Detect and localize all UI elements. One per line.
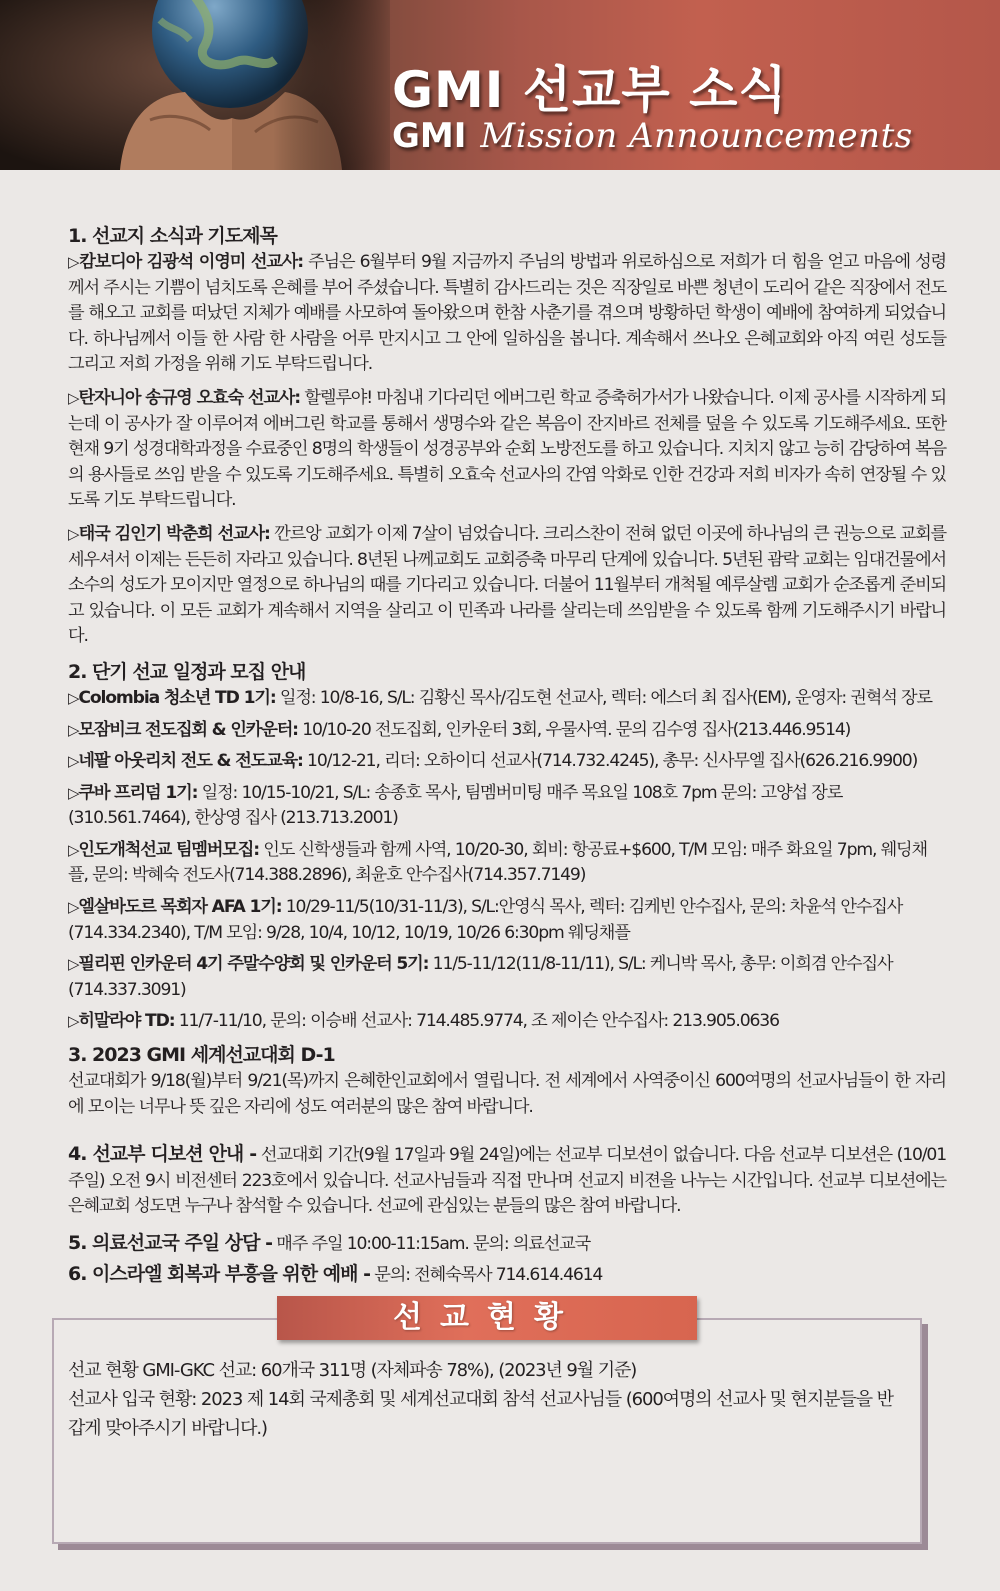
section-4 xyxy=(68,1142,946,1220)
section-4-text: 선교대회 기간(9월 17일과 9월 24일)에는 선교부 디보션이 없습니다. 다음 선교부 디보션은 (10/01 주일) 오전 9시 비전센터 223호에서 있습니다. 선교사님들과 직접 만나며 선교지 비젼을 나누는 시간입니다. 선교부 디보션에는 은혜교회 성도면 누구나 참석할 수 있습니다. 선교에 관심있는 분들의 많은 참여 바랍니다. xyxy=(68,1145,946,1217)
section-3-text: 선교대회가 9/18(월)부터 9/21(목)까지 은혜한인교회에서 열립니다. 전 세계에서 사역중이신 600여명의 선교사님들이 한 자리에 모이는 너무나 뜻 깊은 자리에 성도 여러분의 많은 참여 바랍니다. xyxy=(68,1071,946,1117)
arrow-icon: ▷ xyxy=(68,720,79,739)
section-3-title: 3. 2023 GMI 세계선교대회 D-1 xyxy=(68,1044,335,1067)
header-banner xyxy=(0,0,1000,170)
trip-item-text: 10/10-20 전도집회, 인카운터 3회, 우물사역. 문의 김수영 집사(213.446.9514) xyxy=(297,719,851,740)
trip-item-text: 10/12-21, 리더: 오하이디 선교사(714.732.4245), 총무: 신사무엘 집사(626.216.9900) xyxy=(302,751,918,772)
prayer-item-lead: 탄자니아 송규영 오효숙 선교사: xyxy=(78,387,300,408)
header-title-english xyxy=(392,116,913,156)
trip-item-lead: 모잠비크 전도집회 & 인카운터: xyxy=(78,719,298,740)
announcements-content xyxy=(68,222,946,1290)
prayer-item-lead: 캄보디아 김광석 이영미 선교사: xyxy=(79,252,303,272)
arrow-icon: ▷ xyxy=(68,840,79,859)
header-title-gmi: GMI xyxy=(392,116,467,156)
arrow-icon: ▷ xyxy=(68,783,79,802)
arrow-icon: ▷ xyxy=(68,524,79,543)
section-5-text: 매주 주일 10:00-11:15am. 문의: 의료선교국 xyxy=(271,1234,591,1254)
arrow-icon: ▷ xyxy=(68,898,79,917)
trip-item-lead: 쿠바 프리덤 1기: xyxy=(78,782,198,803)
arrow-icon: ▷ xyxy=(68,752,79,771)
section-4-title: 4. 선교부 디보션 안내 - xyxy=(68,1143,257,1166)
prayer-item-cambodia xyxy=(68,250,946,378)
arrow-icon: ▷ xyxy=(68,388,79,407)
trip-item-cuba xyxy=(68,781,946,832)
trip-item-lead: 히말라야 TD: xyxy=(78,1011,175,1032)
trip-item-text: 일정: 10/8-16, S/L: 김황신 목사/김도현 선교사, 렉터: 에스더 최 집사(EM), 운영자: 권혁석 장로 xyxy=(275,687,932,708)
section-6-text: 문의: 전혜숙목사 714.614.4614 xyxy=(369,1265,603,1285)
arrow-icon: ▷ xyxy=(68,253,80,271)
prayer-item-thailand xyxy=(68,522,946,650)
mission-status-text xyxy=(68,1356,908,1443)
prayer-item-text: 깐르앙 교회가 이제 7살이 넘었습니다. 크리스찬이 전혀 없던 이곳에 하나님의 큰 권능으로 교회를 세우셔서 이제는 든든히 자라고 있습니다. 8년된 나께교회도 교회증축 마무리 단계에 있습니다. 5년된 괌락 교회는 임대건물에서 소수의 성도가 모이지만 열정으로 하나님의 때를 기다리고 있습니다. 더불어 11월부터 개척될 예루살렘 교회가 순조롭게 준비되고 있습니다. 이 모든 교회가 계속해서 지역을 살리고 이 민족과 나라를 살리는데 쓰임받을 수 있도록 함께 기도해주시기 바랍니다. xyxy=(68,523,946,647)
section-1-title: 1. 선교지 소식과 기도제목 xyxy=(68,225,277,247)
trip-item-mozambique xyxy=(68,718,946,744)
prayer-item-lead: 태국 김인기 박춘희 선교사: xyxy=(78,523,270,544)
trip-item-text: 10/29-11/5(10/31-11/3), S/L:안영식 목사, 렉터: 김케빈 안수집사, 문의: 차윤석 안수집사(714.334.2340), T/M 모임: 9/28, 10/4, 10/12, 10/19, 10/26 6:30pm 웨딩채플 xyxy=(68,897,903,943)
trip-item-text: 일정: 10/15-10/21, S/L: 송종호 목사, 팀멤버미팅 매주 목요일 108호 7pm 문의: 고양섭 장로(310.561.7464), 한상영 집사 (213.713.2001) xyxy=(68,782,843,829)
trip-item-lead: 네팔 아웃리치 전도 & 전도교육: xyxy=(78,751,303,772)
trip-item-text: 인도 신학생들과 함께 사역, 10/20-30, 회비: 항공료+$600, T/M 모임: 매주 화요일 7pm, 웨딩채플, 문의: 박혜숙 전도사(714.388.2896), 최윤호 안수집사(714.357.7149) xyxy=(68,839,927,886)
prayer-item-tanzania xyxy=(68,386,946,514)
trip-item-nepal xyxy=(68,749,946,775)
section-5 xyxy=(68,1228,946,1259)
trip-item-philippines xyxy=(68,952,946,1003)
trip-item-el-salvador xyxy=(68,895,946,946)
arrow-icon: ▷ xyxy=(68,1012,79,1031)
section-5-title: 5. 의료선교국 주일 상담 - xyxy=(68,1232,272,1254)
trip-item-text: 11/5-11/12(11/8-11/11), S/L: 케니박 목사, 총무: 이희겸 안수집사(714.337.3091) xyxy=(68,954,893,1000)
header-title-korean: GMI 선교부 소식 xyxy=(392,61,788,119)
trip-item-colombia xyxy=(68,686,946,712)
section-6 xyxy=(68,1259,946,1290)
mission-status-label: 선교현황 xyxy=(277,1296,697,1340)
trip-item-text: 11/7-11/10, 문의: 이승배 선교사: 714.485.9774, 조 제이슨 안수집사: 213.905.0636 xyxy=(174,1011,779,1032)
trip-item-lead: 인도개척선교 팀멤버모집: xyxy=(78,839,259,860)
spacer xyxy=(68,1128,946,1142)
trip-item-lead: 필리핀 인카운터 4기 주말수양회 및 인카운터 5기: xyxy=(78,954,429,975)
arrow-icon: ▷ xyxy=(68,688,79,707)
hands-holding-globe-image xyxy=(0,0,390,170)
trip-item-india xyxy=(68,838,946,889)
section-2-title: 2. 단기 선교 일정과 모집 안내 xyxy=(68,660,306,683)
trip-item-himalaya xyxy=(68,1009,946,1035)
prayer-item-text: 주님은 6월부터 9월 지금까지 주님의 방법과 위로하심으로 저희가 더 힘을 얻고 마음에 성령께서 주시는 기쁨이 넘치도록 은혜를 부어 주셨습니다. 특별히 감사드리는 것은 직장일로 바쁜 청년이 도리어 같은 직장에서 전도를 해오고 교회를 떠났던 지체가 예배를 사모하여 돌아왔으며 한참 사춘기를 겪으며 방황하던 학생이 예배에 참여하게 되었습니다. 하나님께서 이들 한 사람 한 사람을 어루 만지시고 그 안에 일하심을 봅니다. 계속해서 쓰나오 은혜교회와 아직 여린 성도들 그리고 저희 가정을 위해 기도 부탁드립니다. xyxy=(68,252,946,375)
arrow-icon: ▷ xyxy=(68,955,79,974)
mission-status-line-2: 선교사 입국 현황: 2023 제 14회 국제총회 및 세계선교대회 참석 선교사님들 (600여명의 선교사 및 현지분들을 반갑게 맞아주시기 바랍니다.) xyxy=(68,1389,893,1439)
section-6-title: 6. 이스라엘 회복과 부흥을 위한 예배 - xyxy=(68,1263,370,1285)
mission-status-line-1: 선교 현황 GMI-GKC 선교: 60개국 311명 (자체파송 78%), (2023년 9월 기준) xyxy=(68,1360,637,1381)
prayer-item-text: 할렐루야! 마침내 기다리던 에버그린 학교 증축허가서가 나왔습니다. 이제 공사를 시작하게 되는데 이 공사가 잘 이루어져 에버그린 학교를 통해서 생명수와 같은 복음이 잔지바르 전체를 덮을 수 있도록 기도해주세요. 또한 현재 9기 성경대학과정을 수료중인 8명의 학생들이 성경공부와 순회 노방전도를 하고 있습니다. 지치지 않고 능히 감당하여 복음의 용사들로 쓰임 받을 수 있도록 기도해주세요. 특별히 오효숙 선교사의 간염 악화로 인한 건강과 저희 비자가 속히 연장될 수 있도록 기도 부탁드립니다. xyxy=(68,387,946,511)
trip-item-lead: 엘살바도르 목회자 AFA 1기: xyxy=(78,897,282,918)
trip-item-lead: Colombia 청소년 TD 1기: xyxy=(78,687,276,708)
header-title-script: Mission Announcements xyxy=(480,116,913,156)
